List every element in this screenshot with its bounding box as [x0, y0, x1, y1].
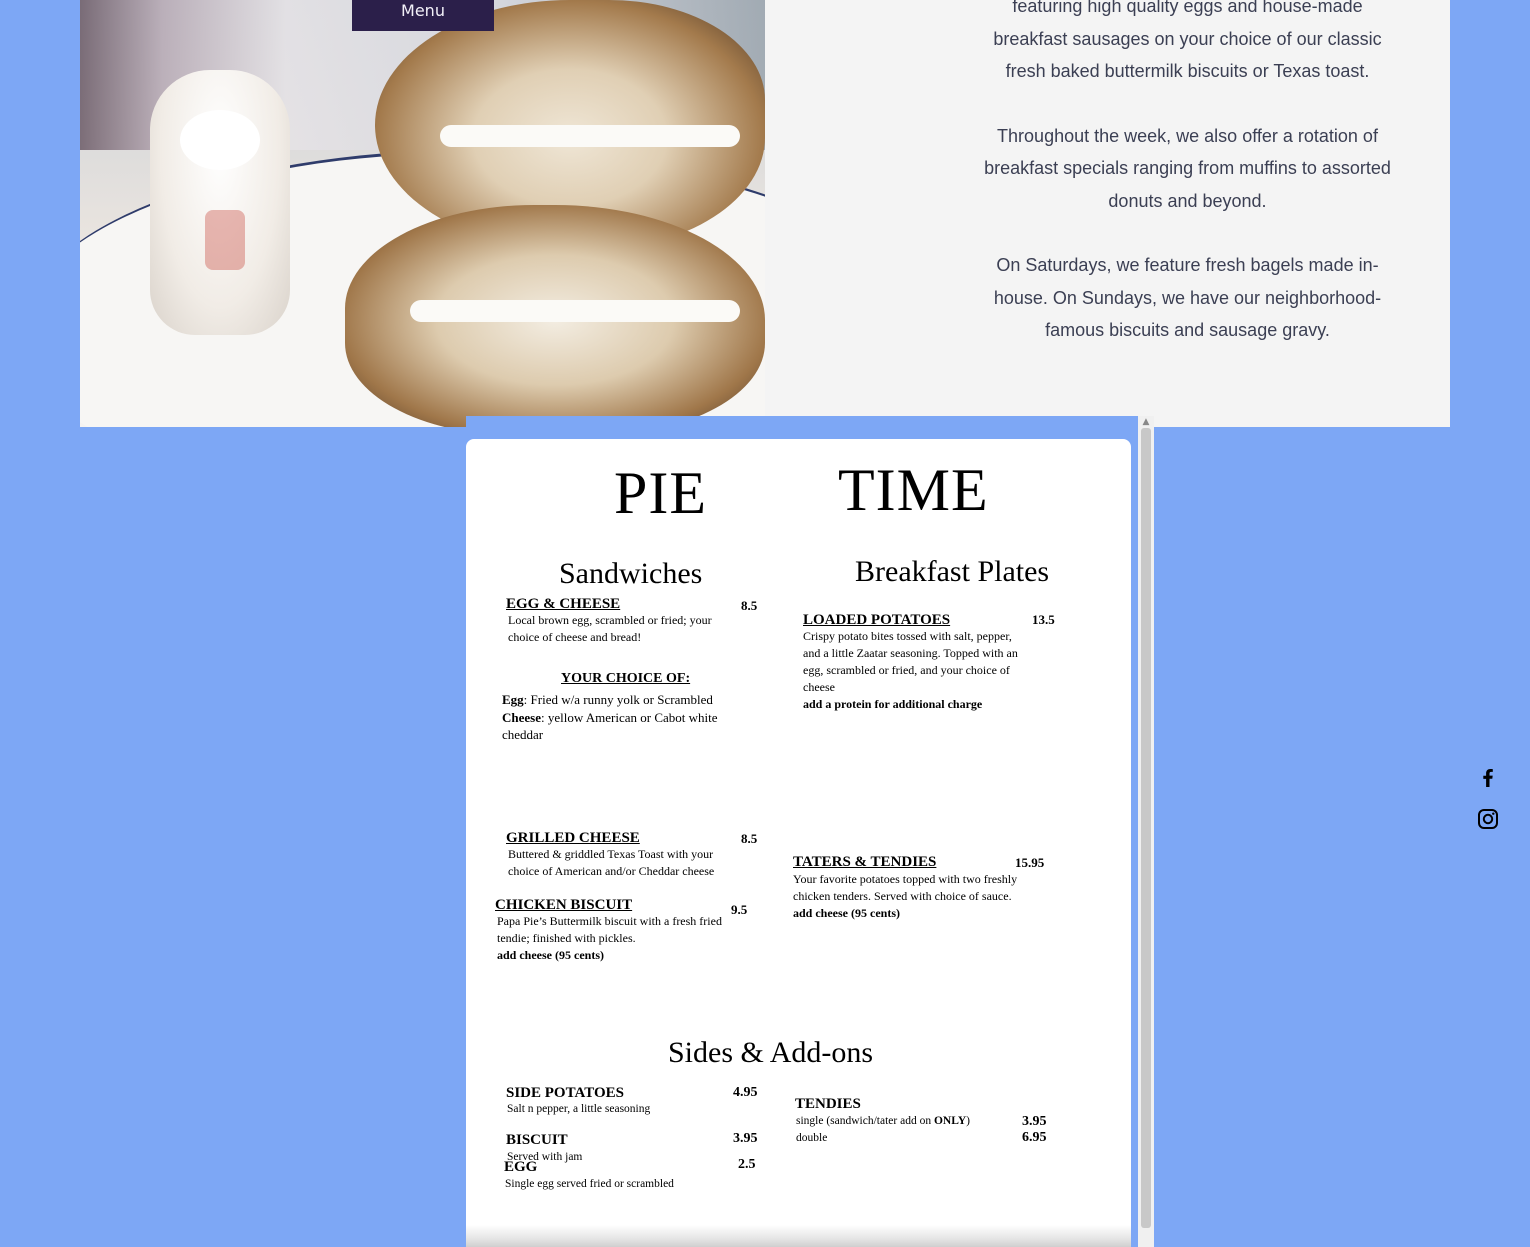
egg-cheese-price: 8.5 [741, 598, 758, 613]
intro-paragraph-2: Throughout the week, we also offer a rotation of breakfast specials ranging from muffins to assorted donuts and beyond. [984, 125, 1391, 211]
facebook-icon[interactable] [1476, 765, 1500, 789]
page-bottom-shadow [466, 1225, 1131, 1247]
cream-cheese-bottom [410, 300, 740, 322]
menu-page [466, 439, 1131, 1247]
chicken-biscuit-addon: add cheese (95 cents) [497, 948, 604, 962]
loaded-potatoes-name: LOADED POTATOES [803, 612, 951, 628]
menu-button[interactable] [352, 0, 494, 31]
taters-tendies-addon: add cheese (95 cents) [793, 906, 900, 920]
tendies-single-text: single (sandwich/tater add on [796, 1115, 934, 1127]
egg-cheese-desc: Local brown egg, scrambled or fried; your choice of cheese and bread! [508, 613, 712, 644]
loaded-potatoes-desc: Crispy potato bites tossed with salt, pepper, and a little Zaatar seasoning. Topped with an egg, scrambled or fried, and your choice of cheese [803, 629, 1018, 694]
choice-cheese-text: : yellow American or Cabot white cheddar [502, 709, 718, 742]
lucky-cat-figurine [150, 70, 290, 335]
grilled-cheese-name: GRILLED CHEESE [506, 830, 640, 846]
tendies-double: double [796, 1132, 828, 1144]
side-potatoes-name: SIDE POTATOES [506, 1085, 624, 1101]
choice-heading: YOUR CHOICE OF: [561, 671, 691, 686]
intro-text [980, 0, 1395, 379]
loaded-potatoes-addon: add a protein for additional charge [803, 697, 983, 711]
menu-button-label: Menu [401, 1, 445, 20]
taters-tendies-desc: Your favorite potatoes topped with two freshly chicken tenders. Served with choice of sauce. [793, 872, 1018, 903]
hero-banner [80, 0, 1450, 427]
sandwiches-heading: Sandwiches [559, 557, 703, 590]
biscuit-desc: Served with jam [507, 1151, 583, 1163]
choice-egg-text: : Fried w/a runny yolk or Scrambled [523, 692, 713, 707]
menu-title-right: TIME [838, 457, 989, 523]
cat-face [180, 110, 260, 170]
choice-details [502, 691, 737, 744]
taters-tendies-name: TATERS & TENDIES [793, 854, 937, 870]
scroll-up-arrow-icon[interactable]: ▲ [1142, 417, 1150, 427]
biscuit-price: 3.95 [733, 1131, 758, 1146]
side-potatoes-desc: Salt n pepper, a little seasoning [507, 1103, 651, 1115]
bagel-photo [80, 0, 765, 427]
grilled-cheese-desc: Buttered & griddled Texas Toast with your choice of American and/or Cheddar cheese [508, 847, 715, 878]
chicken-biscuit-name: CHICKEN BISCUIT [495, 897, 633, 913]
plates-heading: Breakfast Plates [855, 555, 1050, 588]
loaded-potatoes-price: 13.5 [1032, 612, 1055, 627]
chicken-biscuit-desc: Papa Pie’s Buttermilk biscuit with a fresh fried tendie; finished with pickles. [497, 914, 722, 945]
tendies-single-price: 3.95 [1022, 1114, 1047, 1129]
biscuit-name: BISCUIT [506, 1132, 568, 1148]
cat-marking [205, 210, 245, 270]
choice-cheese-label: Cheese [502, 709, 541, 725]
egg-cheese-name: EGG & CHEESE [506, 596, 621, 612]
chicken-biscuit-price: 9.5 [731, 902, 748, 917]
instagram-icon[interactable] [1476, 807, 1500, 831]
tendies-single-close: ) [966, 1115, 970, 1127]
menu-title-left: PIE [614, 460, 707, 526]
egg-price: 2.5 [738, 1157, 756, 1172]
sides-heading: Sides & Add-ons [668, 1036, 874, 1069]
choice-egg-label: Egg [502, 692, 524, 707]
cream-cheese-top [440, 125, 740, 147]
side-potatoes-price: 4.95 [733, 1085, 758, 1100]
egg-name: EGG [504, 1159, 538, 1175]
tendies-only-text: ONLY [933, 1115, 967, 1127]
egg-desc: Single egg served fried or scrambled [505, 1178, 674, 1190]
scrollbar-thumb[interactable] [1141, 428, 1151, 1228]
taters-tendies-price: 15.95 [1015, 855, 1045, 870]
tendies-name: TENDIES [795, 1096, 861, 1112]
intro-paragraph-1: featuring high quality eggs and house-made breakfast sausages on your choice of our classic fresh baked buttermilk biscuits or Texas toast. [993, 0, 1382, 81]
grilled-cheese-price: 8.5 [741, 831, 758, 846]
intro-paragraph-3: On Saturdays, we feature fresh bagels made in-house. On Sundays, we have our neighborhood-famous biscuits and sausage gravy. [993, 255, 1382, 340]
tendies-double-price: 6.95 [1022, 1130, 1047, 1145]
tendies-single [796, 1113, 970, 1129]
